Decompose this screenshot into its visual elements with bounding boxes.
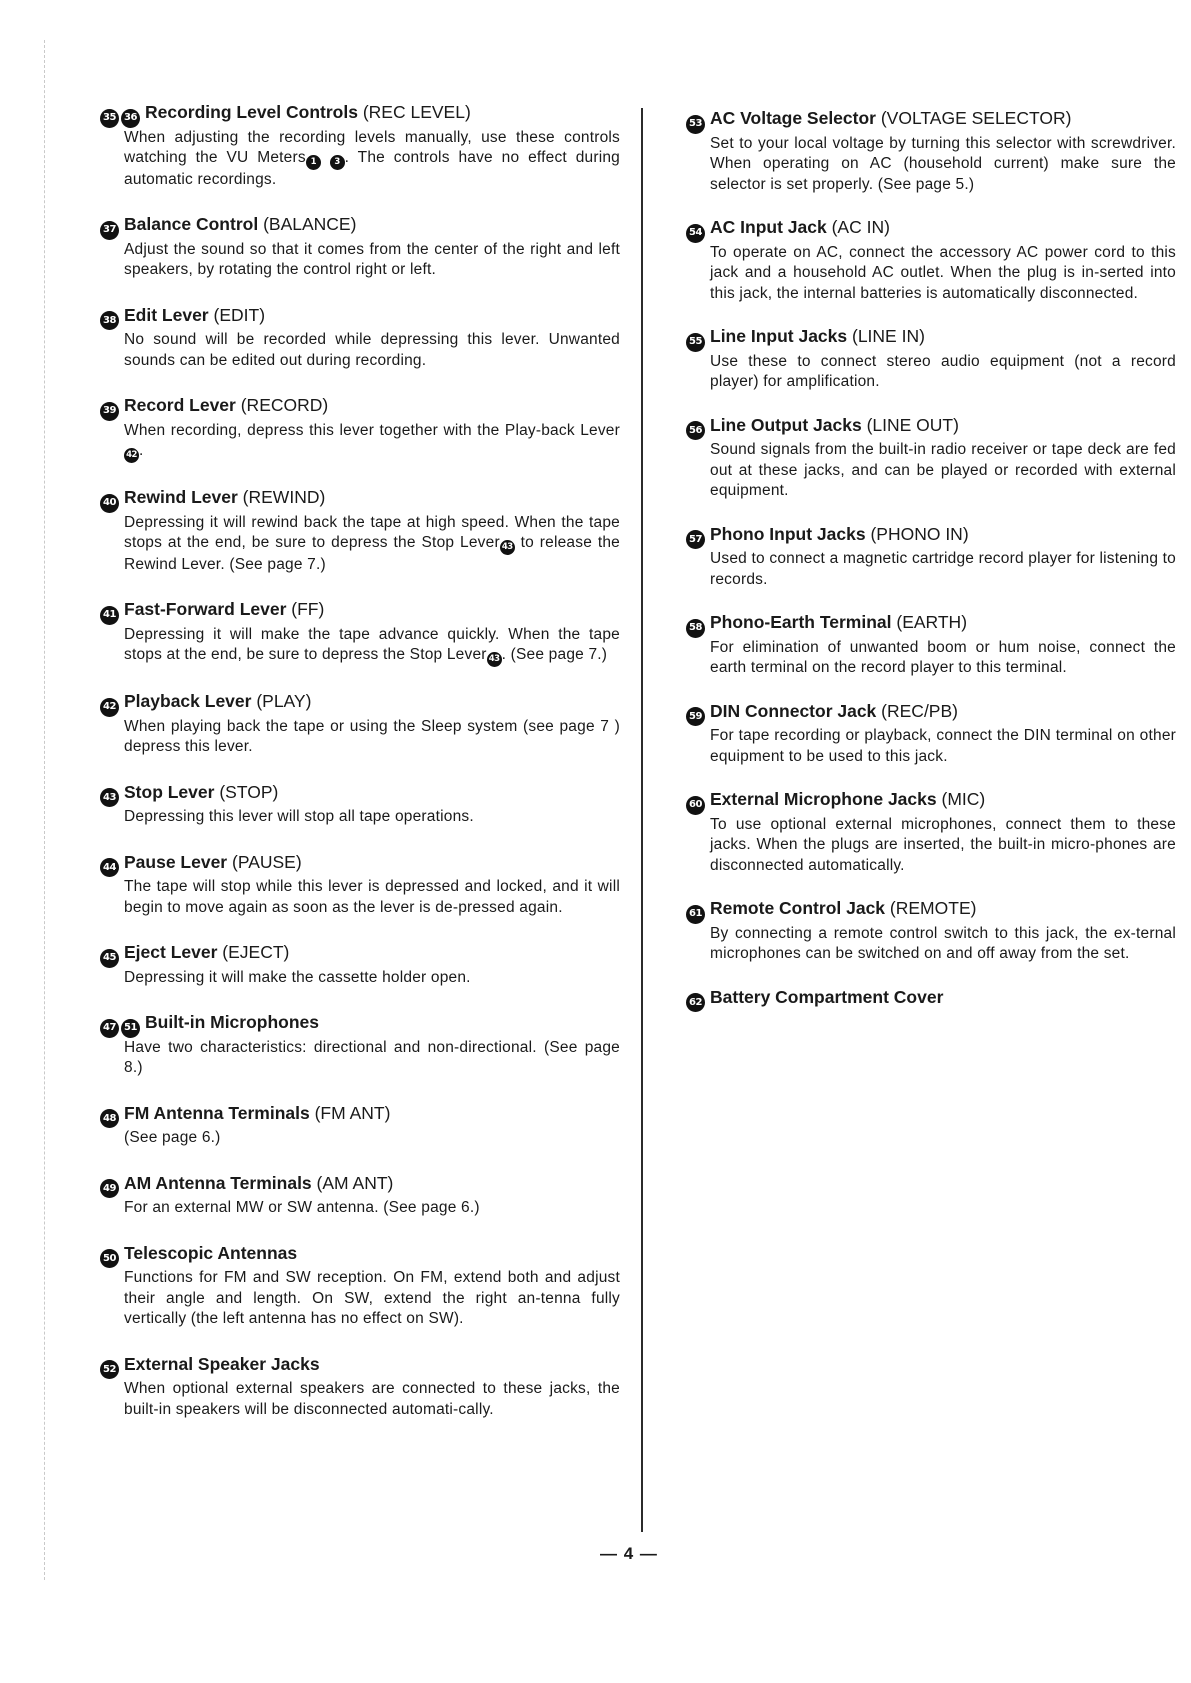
entry-description: [710, 549, 1176, 590]
control-entry: [100, 100, 620, 190]
entry-title: Stop Lever: [124, 781, 215, 802]
entry-heading: [100, 393, 620, 421]
entry-description: [124, 877, 620, 918]
entry-title: Recording Level Controls: [145, 102, 358, 122]
entry-badges: [686, 421, 705, 440]
entry-heading: [100, 1241, 620, 1269]
entry-panel-label: (PHONO IN): [870, 523, 969, 544]
entry-badges: [100, 788, 119, 807]
entry-description: [124, 240, 620, 281]
entry-badges: [686, 905, 705, 924]
reference-number-badge: 35: [100, 109, 119, 128]
entry-heading: [686, 522, 1176, 550]
reference-number-badge: 48: [100, 1109, 119, 1128]
entry-title: AC Voltage Selector: [710, 108, 876, 128]
description-text: . The controls have no effect during automatic recordings.: [124, 149, 620, 188]
control-entry: [686, 610, 1176, 679]
entry-description: [710, 352, 1176, 393]
control-entry: [100, 1010, 620, 1079]
entry-title: Phono-Earth Terminal: [710, 612, 892, 632]
control-entry: [100, 393, 620, 463]
reference-number-badge: 51: [121, 1019, 140, 1038]
entry-badges: [686, 796, 705, 815]
entry-description: [710, 134, 1176, 196]
entry-badges: [686, 333, 705, 352]
control-entry: [100, 780, 620, 828]
description-text: Sound signals from the built-in radio receiver or tape deck are fed out at these jacks, and can be played or recorded with external equipment.: [710, 441, 1176, 499]
entry-heading: [100, 100, 620, 128]
entry-panel-label: (AM ANT): [316, 1172, 394, 1193]
entry-badges: [100, 1249, 119, 1268]
description-text: Depressing it will make the cassette holder open.: [124, 968, 471, 986]
entry-heading: [100, 1010, 620, 1038]
entry-panel-label: (EJECT): [222, 942, 290, 962]
control-entry: [686, 896, 1176, 965]
entry-badges: [100, 311, 119, 330]
reference-number-badge: 37: [100, 221, 119, 240]
reference-number-badge: 50: [100, 1249, 119, 1268]
entry-heading: [686, 985, 1176, 1013]
reference-number-badge: 62: [686, 993, 705, 1012]
description-text: When recording, depress this lever together with the Play-back Lever: [124, 421, 620, 439]
entry-badges: [100, 1019, 140, 1038]
entry-title: AM Antenna Terminals: [124, 1172, 312, 1193]
entry-panel-label: (REC LEVEL): [362, 102, 471, 122]
entry-badges: [100, 858, 119, 877]
description-text: .: [139, 442, 144, 460]
control-entry: [686, 215, 1176, 304]
entry-badges: [100, 494, 119, 513]
description-text: [321, 149, 330, 166]
description-text: Depressing this lever will stop all tape operations.: [124, 808, 474, 825]
description-text: (See page 6.): [124, 1129, 221, 1146]
description-text: When playing back the tape or using the Sleep system (see page 7 ) depress this lever.: [124, 717, 620, 755]
entry-description: [710, 924, 1176, 965]
reference-number-badge: 49: [100, 1179, 119, 1198]
description-text: For elimination of unwanted boom or hum noise, connect the earth terminal on the record player to this terminal.: [710, 638, 1176, 676]
control-entry: [100, 1352, 620, 1421]
reference-number-badge: 58: [686, 619, 705, 638]
entry-heading: [100, 597, 620, 625]
reference-number-badge: 45: [100, 949, 119, 968]
entry-description: [124, 807, 620, 828]
entry-title: Line Output Jacks: [710, 414, 862, 435]
reference-number-badge: 60: [686, 796, 705, 815]
inline-reference-badge: 42: [124, 448, 139, 463]
entry-heading: [100, 780, 620, 808]
entry-panel-label: (RECORD): [240, 395, 329, 416]
description-text: Use these to connect stereo audio equipment (not a record player) for amplification.: [710, 352, 1176, 390]
reference-number-badge: 44: [100, 858, 119, 877]
control-entry: [686, 106, 1176, 195]
entry-description: [124, 1268, 620, 1330]
reference-number-badge: 57: [686, 530, 705, 549]
entry-heading: [100, 689, 620, 717]
entry-description: [710, 815, 1176, 877]
right-column: [686, 106, 1176, 1032]
entry-badges: [686, 115, 705, 134]
entry-heading: [686, 215, 1176, 243]
entry-description: [124, 513, 620, 576]
entry-description: [124, 625, 620, 667]
entry-description: [124, 421, 620, 463]
description-text: Depressing it will make the tape advance quickly. When the tape stops at the end, be sure to depress the Stop Lever: [124, 625, 620, 664]
description-text: For an external MW or SW antenna. (See page 6.): [124, 1199, 480, 1216]
entry-heading: [100, 1171, 620, 1199]
entry-title: Eject Lever: [124, 942, 218, 962]
entry-panel-label: (LINE OUT): [866, 414, 959, 435]
entry-badges: [686, 224, 705, 243]
entry-description: [124, 1128, 620, 1149]
entry-description: [710, 243, 1176, 305]
entry-title: External Speaker Jacks: [124, 1353, 320, 1374]
entry-heading: [686, 413, 1176, 441]
control-entry: [686, 324, 1176, 393]
entry-panel-label: (FM ANT): [314, 1102, 391, 1123]
description-text: For tape recording or playback, connect the DIN terminal on other equipment to be used to this jack.: [710, 727, 1176, 765]
reference-number-badge: 55: [686, 333, 705, 352]
entry-heading: [686, 787, 1176, 815]
entry-panel-label: (REC/PB): [881, 700, 958, 721]
entry-badges: [100, 1109, 119, 1128]
entry-panel-label: (PAUSE): [232, 851, 302, 872]
entry-badges: [686, 530, 705, 549]
control-entry: [100, 1241, 620, 1330]
entry-description: [124, 968, 620, 989]
control-entry: [100, 303, 620, 372]
entry-panel-label: (LINE IN): [852, 326, 925, 346]
entry-heading: [686, 106, 1176, 134]
description-text: Set to your local voltage by turning this selector with screwdriver. When operating on AC (household current) make sure the selector is set properly. (See page 5.): [710, 134, 1176, 193]
entry-title: Phono Input Jacks: [710, 523, 866, 544]
reference-number-badge: 59: [686, 707, 705, 726]
description-text: By connecting a remote control switch to this jack, the ex-ternal microphones can be switched on and off away from the set.: [710, 924, 1176, 962]
description-text: Have two characteristics: directional and non-directional. (See page 8.): [124, 1038, 620, 1076]
control-entry: [100, 1101, 620, 1149]
description-text: Adjust the sound so that it comes from the center of the right and left speakers, by rotating the control right or left.: [124, 240, 620, 279]
description-text: Functions for FM and SW reception. On FM, extend both and adjust their angle and length. On SW, extend the right an-tenna fully vertically (the left antenna has no effect on SW).: [124, 1269, 620, 1327]
control-entry: [100, 689, 620, 758]
reference-number-badge: 36: [121, 109, 140, 128]
inline-reference-badge: 1: [306, 155, 321, 170]
reference-number-badge: 43: [100, 788, 119, 807]
column-divider: [641, 108, 643, 1532]
entry-title: DIN Connector Jack: [710, 700, 877, 721]
entry-heading: [100, 1352, 620, 1380]
inline-reference-badge: 43: [500, 540, 515, 555]
entry-description: [124, 1038, 620, 1079]
entry-badges: [100, 221, 119, 240]
entry-badges: [100, 109, 140, 128]
description-text: To operate on AC, connect the accessory AC power cord to this jack and a household AC outlet. When the plug is in-serted into this jack, the internal batteries is automatically disconnected.: [710, 243, 1176, 302]
reference-number-badge: 61: [686, 905, 705, 924]
entry-description: [124, 717, 620, 758]
description-text: Used to connect a magnetic cartridge record player for listening to records.: [710, 550, 1176, 588]
inline-reference-badge: 43: [487, 652, 502, 667]
entry-heading: [100, 850, 620, 878]
entry-description: [710, 726, 1176, 767]
entry-heading: [100, 485, 620, 513]
reference-number-badge: 53: [686, 115, 705, 134]
entry-badges: [686, 619, 705, 638]
entry-title: FM Antenna Terminals: [124, 1102, 310, 1123]
description-text: When optional external speakers are connected to these jacks, the built-in speakers will be disconnected automati-cally.: [124, 1380, 620, 1418]
entry-panel-label: (REWIND): [242, 487, 326, 507]
entry-badges: [100, 949, 119, 968]
reference-number-badge: 47: [100, 1019, 119, 1038]
description-text: To use optional external microphones, connect them to these jacks. When the plugs are inserted, the built-in micro-phones are disconnected automatically.: [710, 815, 1176, 874]
description-text: No sound will be recorded while depressing this lever. Unwanted sounds can be edited out during recording.: [124, 331, 620, 369]
description-text: . (See page 7.): [501, 646, 608, 664]
entry-title: Record Lever: [124, 395, 236, 416]
entry-title: Telescopic Antennas: [124, 1242, 298, 1263]
entry-panel-label: (BALANCE): [263, 214, 357, 235]
reference-number-badge: 56: [686, 421, 705, 440]
entry-badges: [100, 1179, 119, 1198]
entry-description: [124, 1379, 620, 1420]
left-column: [100, 100, 620, 1442]
entry-description: [710, 440, 1176, 502]
description-text: Depressing it will rewind back the tape at high speed. When the tape stops at the end, be sure to depress the Stop Lever: [124, 513, 620, 551]
reference-number-badge: 41: [100, 606, 119, 625]
entry-panel-label: (PLAY): [256, 691, 312, 711]
entry-heading: [100, 212, 620, 240]
entry-title: Built-in Microphones: [145, 1012, 320, 1032]
entry-description: [710, 638, 1176, 679]
entry-panel-label: (MIC): [941, 789, 986, 809]
entry-title: Playback Lever: [124, 691, 252, 711]
control-entry: [686, 413, 1176, 502]
entry-heading: [100, 940, 620, 968]
reference-number-badge: 38: [100, 311, 119, 330]
inline-reference-badge: 3: [330, 155, 345, 170]
entry-description: [124, 128, 620, 191]
control-entry: [686, 985, 1176, 1013]
entry-badges: [100, 402, 119, 421]
entry-badges: [100, 698, 119, 717]
reference-number-badge: 54: [686, 224, 705, 243]
entry-panel-label: (EDIT): [213, 304, 266, 325]
reference-number-badge: 40: [100, 494, 119, 513]
entry-description: [124, 1198, 620, 1219]
entry-description: [124, 330, 620, 371]
entry-heading: [100, 303, 620, 331]
entry-panel-label: (STOP): [219, 781, 279, 802]
entry-title: External Microphone Jacks: [710, 789, 937, 809]
entry-heading: [686, 699, 1176, 727]
entry-panel-label: (EARTH): [896, 612, 968, 632]
entry-heading: [686, 896, 1176, 924]
entry-badges: [686, 993, 705, 1012]
control-entry: [686, 522, 1176, 591]
control-entry: [100, 597, 620, 667]
scan-edge-marks: [44, 40, 46, 1580]
entry-badges: [100, 1360, 119, 1379]
control-entry: [100, 1171, 620, 1219]
description-text: The tape will stop while this lever is depressed and locked, and it will begin to move again as soon as the lever is de-pressed again.: [124, 878, 620, 916]
entry-badges: [686, 707, 705, 726]
entry-title: Fast-Forward Lever: [124, 599, 287, 620]
reference-number-badge: 39: [100, 402, 119, 421]
entry-panel-label: (VOLTAGE SELECTOR): [880, 108, 1072, 128]
entry-title: Line Input Jacks: [710, 326, 848, 346]
entry-panel-label: (REMOTE): [889, 898, 977, 918]
entry-heading: [686, 324, 1176, 352]
control-entry: [686, 699, 1176, 768]
entry-title: Battery Compartment Cover: [710, 986, 944, 1007]
entry-title: Balance Control: [124, 214, 259, 235]
control-entry: [686, 787, 1176, 876]
description-text: to release the Rewind Lever. (See page 7.): [124, 534, 620, 573]
entry-title: AC Input Jack: [710, 217, 827, 237]
description-text: When adjusting the recording levels manually, use these controls watching the VU Meters: [124, 128, 620, 166]
control-entry: [100, 485, 620, 575]
reference-number-badge: 42: [100, 698, 119, 717]
entry-title: Remote Control Jack: [710, 898, 886, 918]
page-number: — 4 —: [600, 1544, 658, 1563]
entry-heading: [100, 1101, 620, 1129]
entry-panel-label: (AC IN): [831, 217, 890, 237]
entry-badges: [100, 606, 119, 625]
entry-panel-label: (FF): [291, 599, 325, 620]
entry-title: Edit Lever: [124, 304, 209, 325]
entry-heading: [686, 610, 1176, 638]
entry-title: Rewind Lever: [124, 487, 238, 507]
control-entry: [100, 940, 620, 988]
entry-title: Pause Lever: [124, 851, 228, 872]
control-entry: [100, 850, 620, 919]
reference-number-badge: 52: [100, 1360, 119, 1379]
control-entry: [100, 212, 620, 281]
